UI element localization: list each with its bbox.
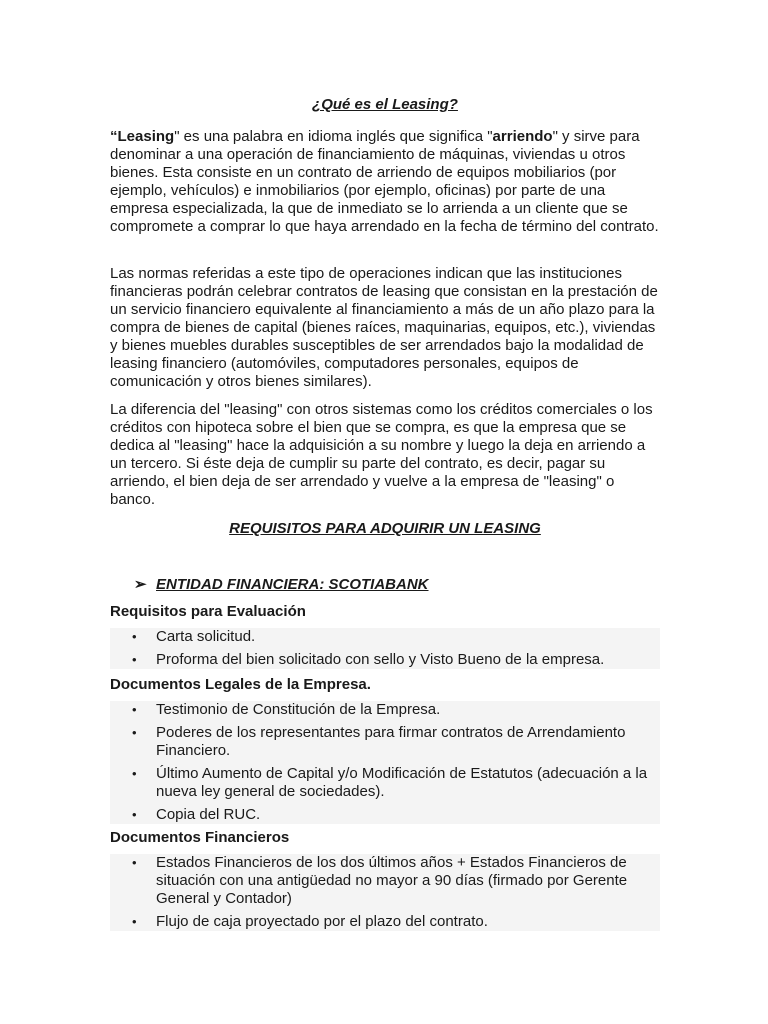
bullet-icon: • [132,702,137,717]
term-leasing: Leasing [117,128,175,145]
list-legal [110,701,660,824]
bullet-icon: • [132,766,137,781]
bullet-icon: • [132,652,137,667]
list-item-text: Último Aumento de Capital y/o Modificación de Estatutos (adecuación a la nueva ley general de sociedades). [156,765,648,800]
definition-text-2: " y sirve para denominar a una operación de financiamiento de máquinas, viviendas u otros bienes. Esta consiste en un contrato de arriendo de equipos mobiliarios (por ejemplo, vehículos) e inmobiliarios (por ejemplo, oficinas) por parte de una empresa especializada, la que de inmediato se lo arrienda a un cliente que se compromete a comprar lo que haya arrendado en la fecha de término del contrato. [110,128,659,235]
list-item-text: Poderes de los representantes para firmar contratos de Arrendamiento Financiero. [156,724,626,759]
entity-heading [134,576,429,594]
paragraph-regulations: Las normas referidas a este tipo de operaciones indican que las instituciones financieras podrán celebrar contratos de leasing que consistan en la prestación de un servicio financiero equivalente al financiamiento a más de un año plazo para la compra de bienes de capital (bienes raíces, maquinarias, equipos, etc.), viviendas y bienes muebles durables susceptibles de ser arrendados bajo la modalidad de leasing financiero (automóviles, computadores personales, equipos de comunicación y otros bienes similares). [110,265,658,390]
bullet-icon: • [132,725,137,740]
bullet-icon: • [132,914,137,929]
section-heading-evaluation: Requisitos para Evaluación [110,603,306,620]
section-heading-legal: Documentos Legales de la Empresa. [110,676,371,693]
list-financial [110,854,660,931]
list-item-text: Copia del RUC. [156,806,261,823]
bullet-icon: • [132,807,137,822]
arrow-bullet-icon: ➢ [134,576,147,593]
paragraph-difference: La diferencia del "leasing" con otros sistemas como los créditos comerciales o los créditos con hipoteca sobre el bien que se compra, es que la empresa que se dedica al "leasing" hace la adquisición a su nombre y luego la deja en arriendo a un tercero. Si éste deja de cumplir su parte del contrato, es decir, pagar su arriendo, el bien deja de ser arrendado y vuelve a la empresa de "leasing" o banco. [110,401,653,508]
list-item [110,854,660,908]
list-item-text: Flujo de caja proyectado por el plazo del contrato. [156,913,488,930]
entity-name: ENTIDAD FINANCIERA: SCOTIABANK [156,576,429,593]
list-item-text: Testimonio de Constitución de la Empresa. [156,701,441,718]
list-item-text: Proforma del bien solicitado con sello y Visto Bueno de la empresa. [156,651,605,668]
list-item-text: Estados Financieros de los dos últimos años + Estados Financieros de situación con una antigüedad no mayor a 90 días (firmado por Gerente General y Contador) [156,854,628,907]
list-item [110,765,660,801]
list-item-text: Carta solicitud. [156,628,256,645]
term-arriendo: arriendo [492,128,553,145]
list-evaluation [110,628,660,669]
definition-text-1: " es una palabra en idioma inglés que significa " [174,128,493,145]
list-item [110,701,660,719]
quote-open: “ [110,128,118,145]
list-item [110,724,660,760]
list-item [110,913,660,931]
bullet-icon: • [132,629,137,644]
section-heading-financial: Documentos Financieros [110,829,290,846]
requirements-title: REQUISITOS PARA ADQUIRIR UN LEASING [229,520,541,537]
list-item [110,628,660,646]
page-title: ¿Qué es el Leasing? [312,96,458,113]
list-item [110,651,660,669]
list-item [110,806,660,824]
paragraph-definition [110,128,660,236]
bullet-icon: • [132,855,137,870]
